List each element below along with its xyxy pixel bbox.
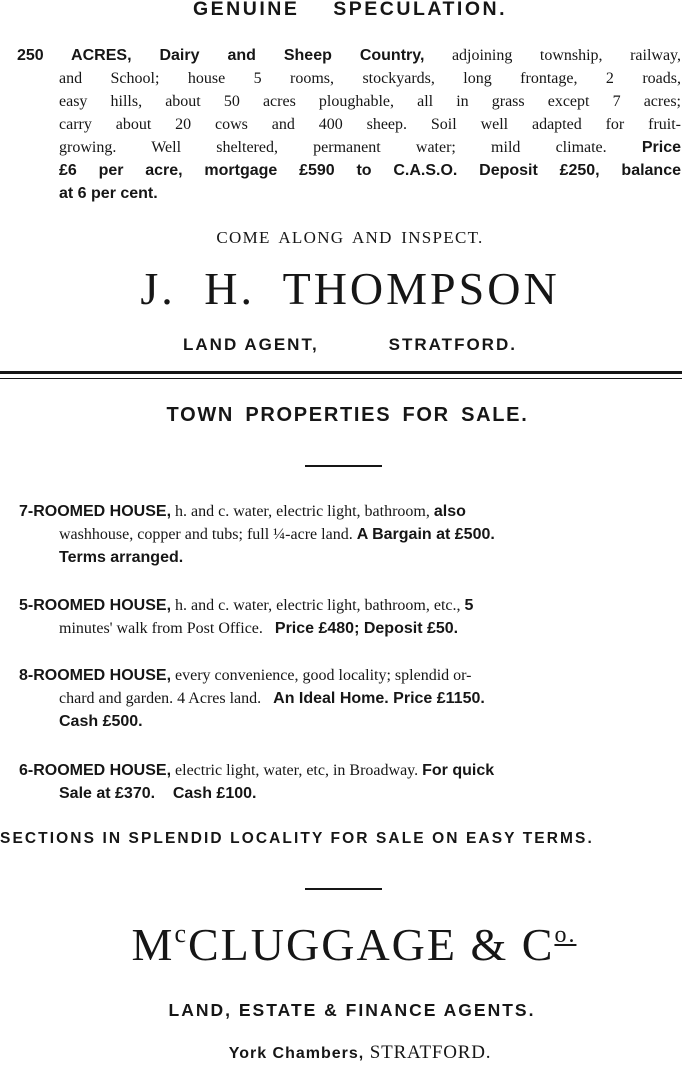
ad-line: carry about 20 cows and 400 sheep. Soil well adapted for fruit- (59, 116, 681, 133)
listing-line (0, 594, 473, 617)
address-town: STRATFORD. (369, 1042, 492, 1063)
listing-text: h. and c. water, electric light, bathroom, etc., (175, 597, 461, 614)
listing-text: chard and garden. 4 Acres land. (59, 690, 262, 707)
inspection-invite: COME ALONG AND INSPECT. (216, 228, 484, 247)
agent-title: LAND AGENT, (183, 335, 319, 354)
firm-name-co: o. (554, 922, 577, 948)
listing-terms: Cash £500. (59, 713, 143, 730)
listing-line (0, 687, 485, 710)
firm-name-main: CLUGGAGE & C (188, 919, 555, 970)
listing-text: electric light, water, etc, in Broadway. (175, 762, 419, 779)
listing-terms: Terms arranged. (59, 549, 184, 566)
listing-bold: For quick (422, 762, 495, 779)
acreage-advertisement (0, 44, 681, 205)
short-divider (305, 888, 382, 890)
listing-item (0, 500, 495, 569)
listing-text: h. and c. water, electric light, bathroom, (175, 503, 430, 520)
ad-line (0, 44, 681, 67)
address-building: York Chambers, (228, 1045, 365, 1062)
listing-item (0, 759, 494, 805)
listing-text: minutes' walk from Post Office. (59, 620, 263, 637)
listing-line (0, 759, 494, 782)
listing-item (0, 594, 473, 640)
listing-bold: also (433, 503, 466, 520)
ad-terms-line: at 6 per cent. (59, 185, 158, 202)
page-title: GENUINE SPECULATION. (193, 0, 507, 20)
ad-price-label: Price (641, 139, 682, 156)
listing-lead: 5-ROOMED HOUSE, (19, 597, 172, 614)
listing-item (0, 664, 485, 733)
listing-line (0, 664, 485, 687)
firm-address (10, 1042, 700, 1064)
ad-text: growing. Well sheltered, permanent water; mild climate. (59, 139, 607, 156)
section-heading: TOWN PROPERTIES FOR SALE. (166, 404, 529, 426)
listing-price: An Ideal Home. Price £1150. (273, 690, 485, 707)
firm-name (4, 918, 700, 971)
ad-line: easy hills, about 50 acres ploughable, all in grass except 7 acres; (59, 93, 681, 110)
listing-lead: 6-ROOMED HOUSE, (19, 762, 172, 779)
listing-lead: 7-ROOMED HOUSE, (19, 503, 172, 520)
listing-text: washhouse, copper and tubs; full ¼-acre land. (59, 526, 353, 543)
listing-text: every convenience, good locality; splendid or- (175, 667, 472, 684)
firm-name-initial: M (131, 919, 175, 970)
agent-name: J. H. THOMPSON (140, 263, 560, 314)
ad-text: adjoining township, railway, (451, 47, 682, 64)
section-divider (0, 378, 682, 379)
ad-terms-line: £6 per acre, mortgage £590 to C.A.S.O. Deposit £250, balance (59, 162, 681, 179)
agent-town: STRATFORD. (388, 335, 517, 354)
listing-price: A Bargain at £500. (356, 526, 495, 543)
listing-bold: 5 (464, 597, 474, 614)
listing-line (0, 523, 495, 546)
listing-price: Price £480; Deposit £50. (274, 620, 459, 637)
ad-line (0, 136, 681, 159)
listing-terms: Sale at £370. Cash £100. (59, 785, 257, 802)
listing-line (0, 617, 473, 640)
firm-description: LAND, ESTATE & FINANCE AGENTS. (168, 1000, 536, 1020)
listing-line (0, 500, 495, 523)
section-divider (0, 371, 682, 374)
short-divider (305, 465, 382, 467)
firm-name-sup: c (174, 919, 188, 948)
agent-title-line (0, 335, 700, 355)
ad-lead-bold: 250 ACRES, Dairy and Sheep Country, (17, 47, 425, 64)
sections-notice: SECTIONS IN SPLENDID LOCALITY FOR SALE ON EASY TERMS. (0, 830, 594, 847)
ad-line: and School; house 5 rooms, stockyards, long frontage, 2 roads, (59, 70, 681, 87)
listing-lead: 8-ROOMED HOUSE, (19, 667, 172, 684)
